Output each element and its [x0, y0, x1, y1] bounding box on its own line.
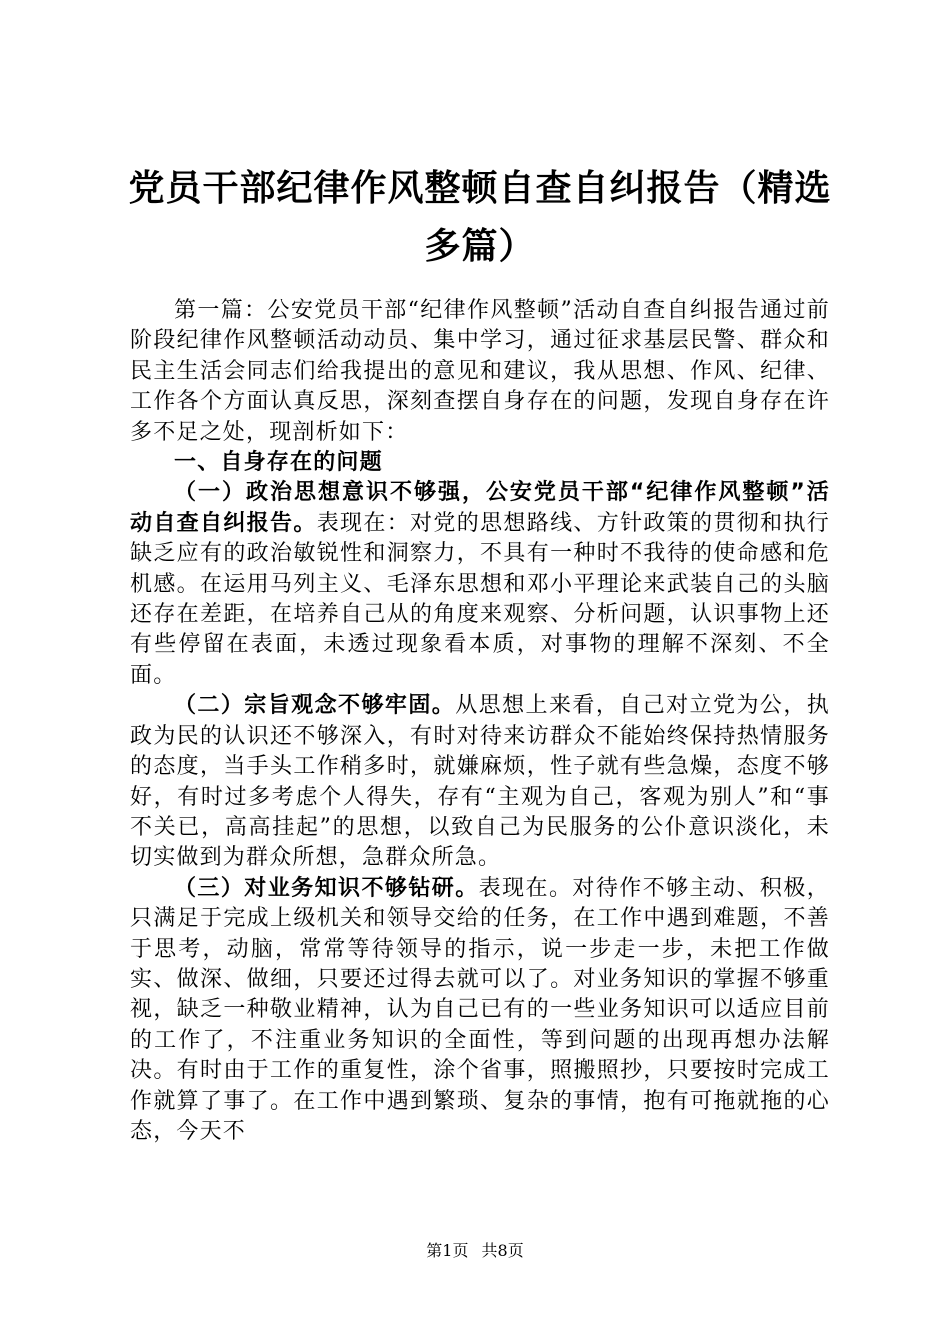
paragraph-2 [130, 691, 830, 873]
paragraph-3-body: 表现在。对待作不够主动、积极，只满足于完成上级机关和领导交给的任务，在工作中遇到难题，不善于思考，动脑，常常等待领导的指示，说一步走一步，未把工作做实、做深、做细，只要还过得去就可以了。对业务知识的掌握不够重视，缺乏一种敬业精神，认为自己已有的一些业务知识可以适应目前的工作了，不注重业务知识的全面性，等到问题的出现再想办法解决。有时由于工作的重复性，涂个省事，照搬照抄，只要按时完成工作就算了事了。在工作中遇到繁琐、复杂的事情，抱有可拖就拖的心态，今天不 [130, 875, 830, 1144]
section-heading: 一、自身存在的问题 [174, 450, 383, 476]
document-title: 党员干部纪律作风整顿自查自纠报告（精选多篇） [128, 168, 832, 267]
paragraph-1 [130, 478, 830, 691]
paragraph-3-lead: （三）对业务知识不够钻研。 [174, 875, 479, 901]
paragraph-1-body: 表现在：对党的思想路线、方针政策的贯彻和执行缺乏应有的政治敏锐性和洞察力，不具有一种时不我待的使命感和危机感。在运用马列主义、毛泽东思想和邓小平理论来武装自己的头脑还存在差距，在培养自己从的角度来观察、分析问题，认识事物上还有些停留在表面，未透过现象看本质，对事物的理解不深刻、不全面。 [130, 510, 830, 688]
intro-paragraph: 第一篇：公安党员干部“纪律作风整顿”活动自查自纠报告通过前阶段纪律作风整顿活动动员、集中学习，通过征求基层民警、群众和民主生活会同志们给我提出的意见和建议，我从思想、作风、纪律、工作各个方面认真反思，深刻查摆自身存在的问题，发现自身存在许多不足之处，现剖析如下： [130, 298, 830, 445]
paragraph-1-lead: （一）政治思想意识不够强，公安党员干部“纪律作风整顿”活动自查自纠报告。 [130, 480, 830, 536]
paragraph-3 [130, 874, 830, 1148]
page-footer [0, 1240, 950, 1262]
document-body [130, 296, 830, 1147]
paragraph-2-body: 从思想上来看，自己对立党为公，执政为民的认识还不够深入，有时对待来访群众不能始终保持热情服务的态度，当手头工作稍多时，就嫌麻烦，性子就有些急燥，态度不够好，有时过多考虑个人得失，存有“主观为自己，客观为别人”和“事不关已，高高挂起”的思想，以致自己为民服务的公仆意识淡化，未切实做到为群众所想，急群众所急。 [130, 693, 831, 871]
paragraph-2-lead: （二）宗旨观念不够牢固。 [174, 693, 456, 719]
page-total: 共8页 [481, 1241, 524, 1260]
page-number: 第1页 [426, 1241, 469, 1260]
